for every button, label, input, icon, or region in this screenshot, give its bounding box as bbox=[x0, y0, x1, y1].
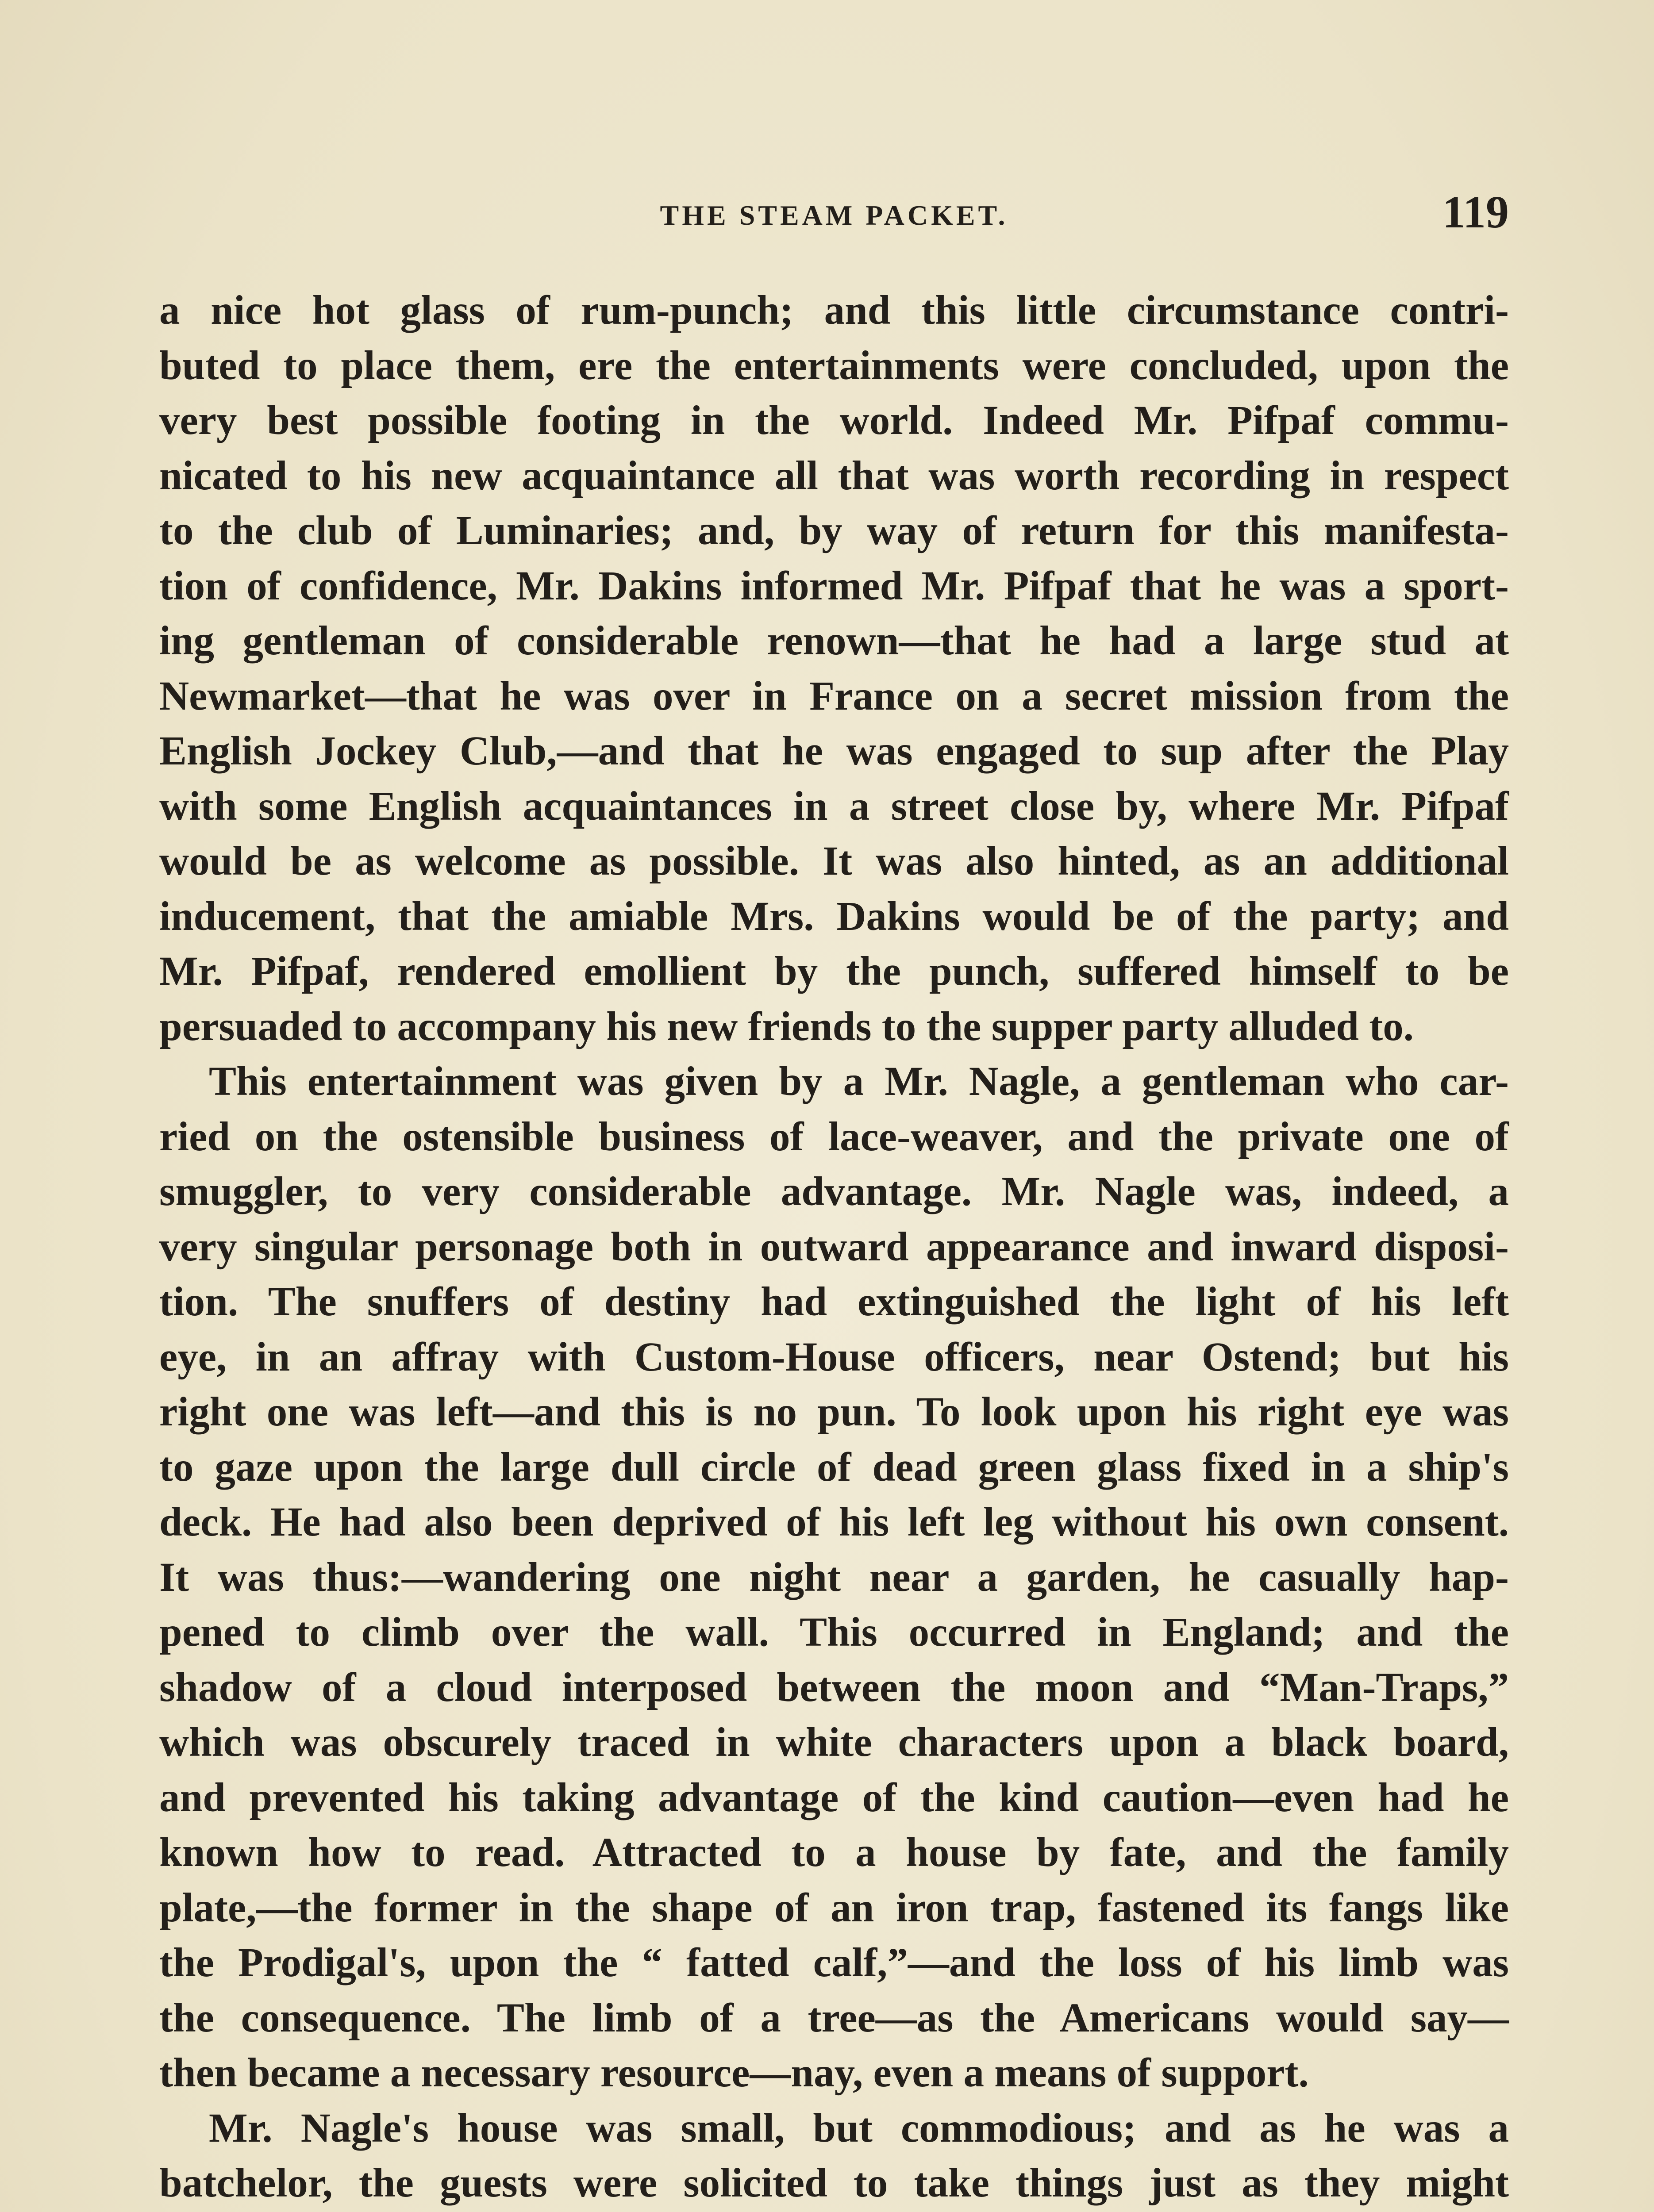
text-line: which was obscurely traced in white characters upon a black board, bbox=[159, 1720, 1509, 1765]
text-line: known how to read. Attracted to a house by fate, and the family bbox=[159, 1830, 1509, 1875]
text-line: very best possible footing in the world. Indeed Mr. Pifpaf commu- bbox=[159, 398, 1509, 443]
text-line: Newmarket—that he was over in France on a secret mission from the bbox=[159, 673, 1509, 719]
text-line: This entertainment was given by a Mr. Nagle, a gentleman who car- bbox=[209, 1059, 1509, 1104]
text-line: eye, in an affray with Custom-House officers, near Ostend; but his bbox=[159, 1334, 1509, 1380]
text-line: the consequence. The limb of a tree—as the Americans would say— bbox=[159, 1995, 1509, 2041]
text-line: and prevented his taking advantage of the kind caution—even had he bbox=[159, 1774, 1509, 1820]
body-text bbox=[159, 283, 1509, 2212]
page-header bbox=[159, 186, 1509, 248]
text-line: buted to place them, ere the entertainments were concluded, upon the bbox=[159, 342, 1509, 388]
text-line: pened to climb over the wall. This occurred in England; and the bbox=[159, 1609, 1509, 1655]
text-line: nicated to his new acquaintance all that was worth recording in respect bbox=[159, 453, 1509, 499]
text-line: shadow of a cloud interposed between the moon and “Man-Traps,” bbox=[159, 1664, 1509, 1710]
text-line: the Prodigal's, upon the “ fatted calf,”—and the loss of his limb was bbox=[159, 1940, 1509, 1985]
text-line: to gaze upon the large dull circle of dead green glass fixed in a ship's bbox=[159, 1444, 1509, 1490]
text-line: then became a necessary resource—nay, even a means of support. bbox=[159, 2050, 1309, 2096]
text-line: It was thus:—wandering one night near a garden, he casually hap- bbox=[159, 1554, 1509, 1600]
text-line: English Jockey Club,—and that he was engaged to sup after the Play bbox=[159, 728, 1509, 774]
text-line: very singular personage both in outward appearance and inward disposi- bbox=[159, 1224, 1509, 1270]
text-line: plate,—the former in the shape of an iron trap, fastened its fangs like bbox=[159, 1885, 1509, 1931]
text-line: ing gentleman of considerable renown—that he had a large stud at bbox=[159, 618, 1509, 664]
text-line: tion. The snuffers of destiny had extinguished the light of his left bbox=[159, 1279, 1509, 1325]
text-line: with some English acquaintances in a street close by, where Mr. Pifpaf bbox=[159, 783, 1509, 829]
text-line: to the club of Luminaries; and, by way of return for this manifesta- bbox=[159, 508, 1509, 553]
text-line: deck. He had also been deprived of his left leg without his own consent. bbox=[159, 1499, 1509, 1545]
text-line: smuggler, to very considerable advantage. Mr. Nagle was, indeed, a bbox=[159, 1169, 1509, 1214]
text-line: right one was left—and this is no pun. To look upon his right eye was bbox=[159, 1389, 1509, 1435]
text-line: inducement, that the amiable Mrs. Dakins would be of the party; and bbox=[159, 893, 1509, 939]
text-line: batchelor, the guests were solicited to take things just as they might bbox=[159, 2160, 1509, 2206]
page-number: 119 bbox=[1442, 187, 1509, 238]
text-line: persuaded to accompany his new friends to the supper party alluded to. bbox=[159, 1003, 1414, 1049]
text-line: would be as welcome as possible. It was also hinted, as an additional bbox=[159, 838, 1509, 884]
text-line: a nice hot glass of rum-punch; and this little circumstance contri- bbox=[159, 288, 1509, 333]
text-line: tion of confidence, Mr. Dakins informed Mr. Pifpaf that he was a sport- bbox=[159, 563, 1509, 609]
text-line: Mr. Nagle's house was small, but commodious; and as he was a bbox=[209, 2105, 1509, 2151]
running-head: THE STEAM PACKET. bbox=[660, 200, 1008, 231]
text-line: ried on the ostensible business of lace-weaver, and the private one of bbox=[159, 1114, 1509, 1160]
text-line: Mr. Pifpaf, rendered emollient by the punch, suffered himself to be bbox=[159, 949, 1509, 994]
